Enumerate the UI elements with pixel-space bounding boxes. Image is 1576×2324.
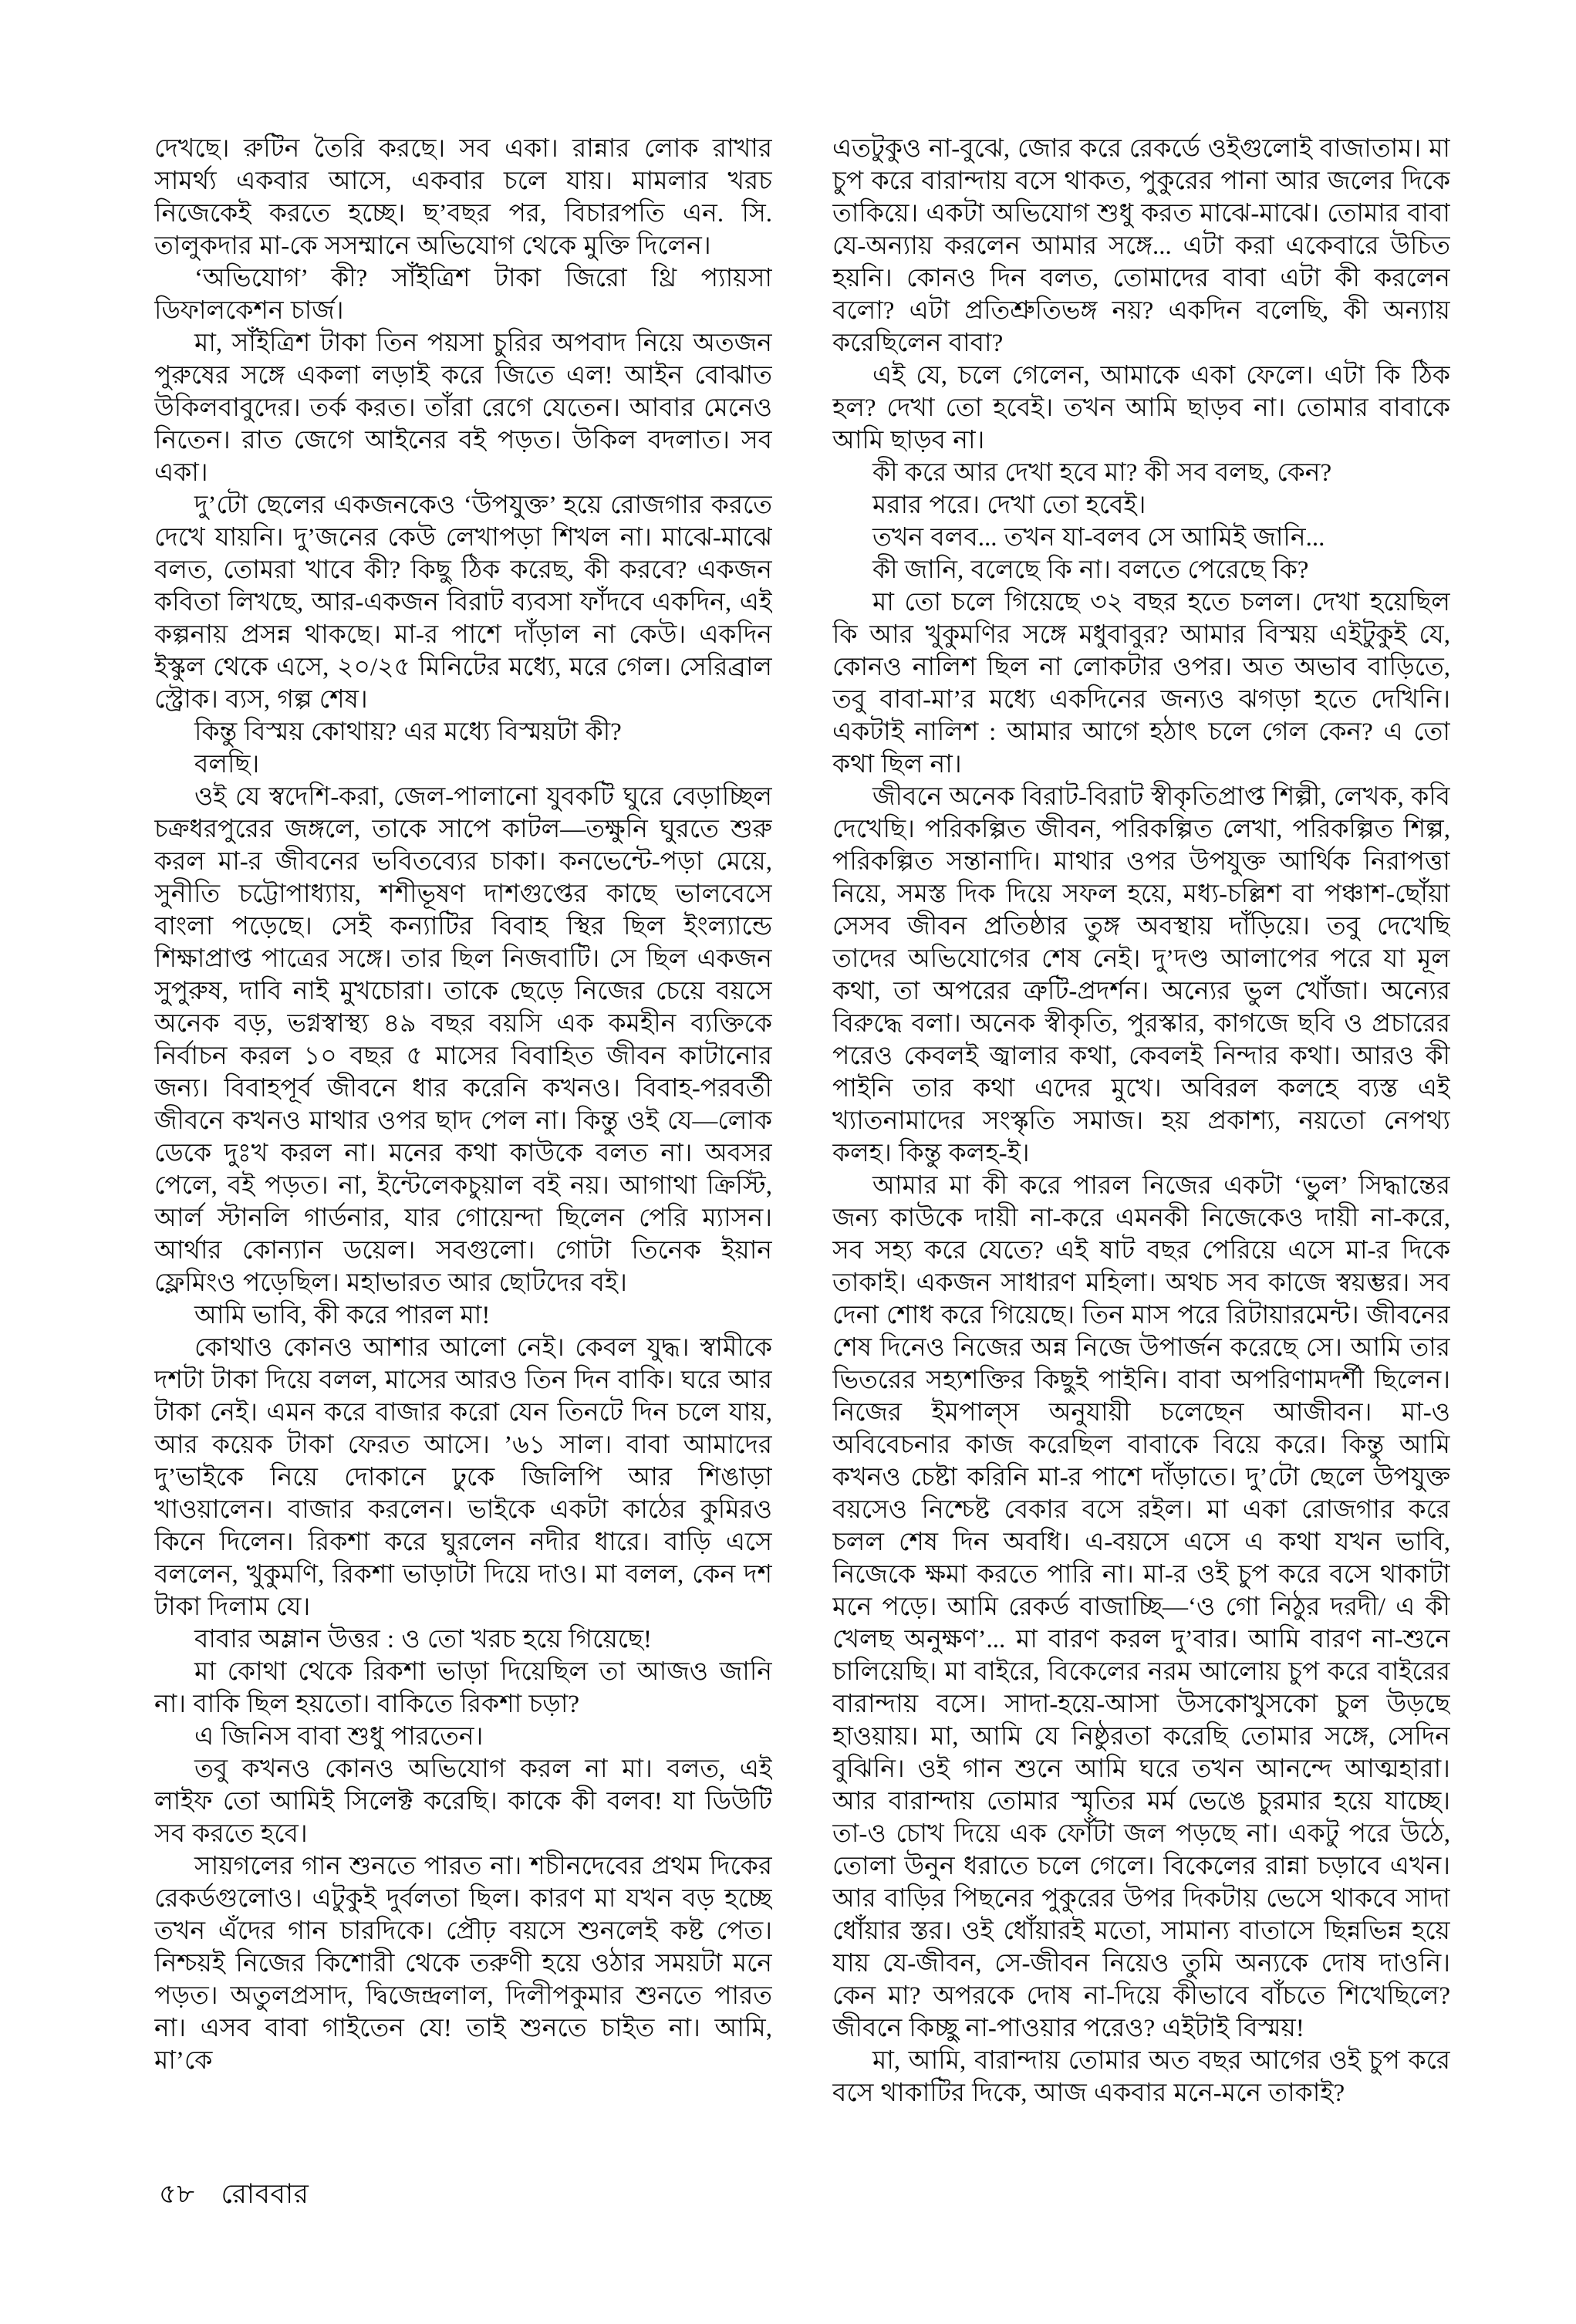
paragraph: দু’টো ছেলের একজনকেও ‘উপযুক্ত’ হয়ে রোজগার করতে দেখে যায়নি। দু’জনের কেউ লেখাপড়া শিখল না। মাঝে-মাঝে বলত, তোমরা খাবে কী? কিছু ঠিক করেছ, কী করবে? একজন কবিতা লিখছে, আর-একজন বিরাট ব্যবসা ফাঁদবে একদিন, এই কল্পনায় প্রসন্ন থাকছে। মা-র পাশে দাঁড়াল না কেউ। একদিন ইস্কুল থেকে এসে, ২০/২৫ মিনিটের মধ্যে, মরে গেল। সেরিব্রাল স্ট্রোক। ব্যস, গল্প শেষ। <box>154 491 772 714</box>
paragraph: এই যে, চলে গেলেন, আমাকে একা ফেলে। এটা কি ঠিক হল? দেখা তো হবেই। তখন আমি ছাড়ব না। তোমার বাবাকে আমি ছাড়ব না। <box>832 362 1450 454</box>
paragraph: তখন বলব... তখন যা-বলব সে আমিই জানি... <box>872 524 1325 552</box>
paragraph: মা তো চলে গিয়েছে ৩২ বছর হতে চলল। দেখা হয়েছিল কি আর খুকুমণির সঙ্গে মধুবাবুর? আমার বিস্ময় এইটুকুই যে, কোনও নালিশ ছিল না লোকটার ওপর। অত অভাব বাড়িতে, তবু বাবা-মা’র মধ্যে একদিনের জন্যও ঝগড়া হতে দেখিনি। একটাই নালিশ : আমার আগে হঠাৎ চলে গেল কেন? এ তো কথা ছিল না। <box>832 589 1450 779</box>
paragraph: বাবার অম্লান উত্তর : ও তো খরচ হয়ে গিয়েছে! <box>194 1626 653 1653</box>
paragraph: মা, সাঁইত্রিশ টাকা তিন পয়সা চুরির অপবাদ নিয়ে অতজন পুরুষের সঙ্গে একলা লড়াই করে জিতে এল! আইন বোঝাত উকিলবাবুদের। তর্ক করত। তাঁরা রেগে যেতেন। আবার মেনেও নিতেন। রাত জেগে আইনের বই পড়ত। উকিল বদলাত। সব একা। <box>154 329 772 487</box>
paragraph: কিন্তু বিস্ময় কোথায়? এর মধ্যে বিস্ময়টা কী? <box>194 718 622 746</box>
paragraph: আমি ভাবি, কী করে পারল মা! <box>194 1302 491 1329</box>
page-footer <box>159 2177 309 2211</box>
paragraph: আমার মা কী করে পারল নিজের একটা ‘ভুল’ সিদ্ধান্তের জন্য কাউকে দায়ী না-করে এমনকী নিজেকেও দায়ী না-করে, সব সহ্য করে যেতে? এই ষাট বছর পেরিয়ে এসে মা-র দিকে তাকাই। একজন সাধারণ মহিলা। অথচ সব কাজে স্বয়ম্ভর। সব দেনা শোধ করে গিয়েছে। তিন মাস পরে রিটায়ারমেন্ট। জীবনের শেষ দিনেও নিজের অন্ন নিজে উপার্জন করেছে সে। আমি তার ভিতরের সহ্যশক্তির কিছুই পাইনি। বাবা অপরিণামদর্শী ছিলেন। নিজের ইমপাল্‌স অনুযায়ী চলেছেন আজীবন। মা-ও অবিবেচনার কাজ করেছিল বাবাকে বিয়ে করে। কিন্তু আমি কখনও চেষ্টা করিনি মা-র পাশে দাঁড়াতে। দু’টো ছেলে উপযুক্ত বয়সেও নিশ্চেষ্ট বেকার বসে রইল। মা একা রোজগার করে চলল শেষ দিন অবধি। এ-বয়সে এসে এ কথা যখন ভাবি, নিজেকে ক্ষমা করতে পারি না। মা-র ওই চুপ করে বসে থাকাটা মনে পড়ে। আমি রেকর্ড বাজাচ্ছি—‘ও গো নিঠুর দরদী/ এ কী খেলছ অনুক্ষণ’... মা বারণ করল দু’বার। আমি বারণ না-শুনে চালিয়েছি। মা বাইরে, বিকেলের নরম আলোয় চুপ করে বাইরের বারান্দায় বসে। সাদা-হয়ে-আসা উসকোখুসকো চুল উড়ছে হাওয়ায়। মা, আমি যে নিষ্ঠুরতা করেছি তোমার সঙ্গে, সেদিন বুঝিনি। ওই গান শুনে আমি ঘরে তখন আনন্দে আত্মহারা। আর বারান্দায় তোমার স্মৃতির মর্ম ভেঙে চুরমার হয়ে যাচ্ছে। তা-ও চোখ দিয়ে এক ফোঁটা জল পড়ছে না। একটু পরে উঠে, তোলা উনুন ধরাতে চলে গেলে। বিকেলের রান্না চড়াবে এখন। আর বাড়ির পিছনের পুকুরের উপর দিকটায় ভেসে থাকবে সাদা ধোঁয়ার স্তর। ওই ধোঁয়ারই মতো, সামান্য বাতাসে ছিন্নভিন্ন হয়ে যায় যে-জীবন, সে-জীবন নিয়েও তুমি অন্যকে দোষ দাওনি। কেন মা? অপরকে দোষ না-দিয়ে কীভাবে বাঁচতে শিখেছিলে? জীবনে কিচ্ছু না-পাওয়ার পরেও? এইটাই বিস্ময়! <box>832 1172 1450 2042</box>
text-column-left <box>154 133 772 2170</box>
paragraph: এতটুকুও না-বুঝে, জোর করে রেকর্ডে ওইগুলোই বাজাতাম। মা চুপ করে বারান্দায় বসে থাকত, পুকুরের পানা আর জলের দিকে তাকিয়ে। একটা অভিযোগ শুধু করত মাঝে-মাঝে। তোমার বাবা যে-অন্যায় করলেন আমার সঙ্গে... এটা করা একেবারে উচিত হয়নি। কোনও দিন বলত, তোমাদের বাবা এটা কী করলেন বলো? এটা প্রতিশ্রুতিভঙ্গ নয়? একদিন বলেছি, কী অন্যায় করেছিলেন বাবা? <box>832 135 1450 357</box>
paragraph: ‘অভিযোগ’ কী? সাঁইত্রিশ টাকা জিরো থ্রি প্যায়সা ডিফালকেশন চার্জ। <box>154 265 772 325</box>
paragraph: কী করে আর দেখা হবে মা? কী সব বলছ, কেন? <box>872 459 1332 487</box>
text-column-right <box>832 133 1450 2170</box>
page-number: ৫৮ <box>159 2179 195 2209</box>
paragraph: বলছি। <box>194 751 260 779</box>
paragraph: জীবনে অনেক বিরাট-বিরাট স্বীকৃতিপ্রাপ্ত শিল্পী, লেখক, কবি দেখেছি। পরিকল্পিত জীবন, পরিকল্পিত লেখা, পরিকল্পিত শিল্প, পরিকল্পিত সন্তানাদি। মাথার ওপর উপযুক্ত আর্থিক নিরাপত্তা নিয়ে, সমস্ত দিক দিয়ে সফল হয়ে, মধ্য-চল্লিশ বা পঞ্চাশ-ছোঁয়া সেসব জীবন প্রতিষ্ঠার তুঙ্গ অবস্থায় দাঁড়িয়ে। তবু দেখেছি তাদের অভিযোগের শেষ নেই। দু’দণ্ড আলাপের পরে যা মূল কথা, তা অপরের ত্রুটি-প্রদর্শন। অন্যের ভুল খোঁজা। অন্যের বিরুদ্ধে বলা। অনেক স্বীকৃতি, পুরস্কার, কাগজে ছবি ও প্রচারের পরেও কেবলই জ্বালার কথা, কেবলই নিন্দার কথা। আরও কী পাইনি তার কথা এদের মুখে। অবিরল কলহে ব্যস্ত এই খ্যাতনামাদের সংস্কৃতি সমাজ। হয় প্রকাশ্য, নয়তো নেপথ্য কলহ। কিন্তু কলহ-ই। <box>832 783 1450 1167</box>
paragraph: দেখছে। রুটিন তৈরি করছে। সব একা। রান্নার লোক রাখার সামর্থ্য একবার আসে, একবার চলে যায়। মামলার খরচ নিজেকেই করতে হচ্ছে। ছ’বছর পর, বিচারপতি এন. সি. তালুকদার মা-কে সসম্মানে অভিযোগ থেকে মুক্তি দিলেন। <box>154 135 772 260</box>
paragraph: কোথাও কোনও আশার আলো নেই। কেবল যুদ্ধ। স্বামীকে দশটা টাকা দিয়ে বলল, মাসের আরও তিন দিন বাকি। ঘরে আর টাকা নেই। এমন করে বাজার করো যেন তিনটে দিন চলে যায়, আর কয়েক টাকা ফেরত আসে। ’৬১ সাল। বাবা আমাদের দু’ভাইকে নিয়ে দোকানে ঢুকে জিলিপি আর শিঙাড়া খাওয়ালেন। বাজার করলেন। ভাইকে একটা কাঠের কুমিরও কিনে দিলেন। রিকশা করে ঘুরলেন নদীর ধারে। বাড়ি এসে বললেন, খুকুমণি, রিকশা ভাড়াটা দিয়ে দাও। মা বলল, কেন দশ টাকা দিলাম যে। <box>154 1334 772 1621</box>
paragraph: মা কোথা থেকে রিকশা ভাড়া দিয়েছিল তা আজও জানি না। বাকি ছিল হয়তো। বাকিতে রিকশা চড়া? <box>154 1658 772 1718</box>
paragraph: ওই যে স্বদেশি-করা, জেল-পালানো যুবকটি ঘুরে বেড়াচ্ছিল চক্রধরপুরের জঙ্গলে, তাকে সাপে কাটল—তক্ষুনি ঘুরতে শুরু করল মা-র জীবনের ভবিতব্যের চাকা। কনভেন্টে-পড়া মেয়ে, সুনীতি চট্টোপাধ্যায়, শশীভূষণ দাশগুপ্তের কাছে ভালবেসে বাংলা পড়েছে। সেই কন্যাটির বিবাহ স্থির ছিল ইংল্যান্ডে শিক্ষাপ্রাপ্ত পাত্রের সঙ্গে। তার ছিল নিজবাটি। সে ছিল একজন সুপুরুষ, দাবি নাই মুখচোরা। তাকে ছেড়ে নিজের চেয়ে বয়সে অনেক বড়, ভগ্নস্বাস্থ্য ৪৯ বছর বয়সি এক কমহীন ব্যক্তিকে নির্বাচন করল ১০ বছর ৫ মাসের বিবাহিত জীবন কাটানোর জন্য। বিবাহপূর্ব জীবনে ধার করেনি কখনও। বিবাহ-পরবর্তী জীবনে কখনও মাথার ওপর ছাদ পেল না। কিন্তু ওই যে—লোক ডেকে দুঃখ করল না। মনের কথা কাউকে বলত না। অবসর পেলে, বই পড়ত। না, ইন্টেলেকচুয়াল বই নয়। আগাথা ক্রিস্টি, আর্ল স্টানলি গার্ডনার, যার গোয়েন্দা ছিলেন পেরি ম্যাসন। আর্থার কোন্যান ডয়েল। সবগুলো। গোটা তিনেক ইয়ান ফ্লেমিংও পড়েছিল। মহাভারত আর ছোটদের বই। <box>154 783 772 1297</box>
paragraph: এ জিনিস বাবা শুধু পারতেন। <box>194 1723 484 1751</box>
article-body <box>154 133 1450 2170</box>
paragraph: মা, আমি, বারান্দায় তোমার অত বছর আগের ওই চুপ করে বসে থাকাটির দিকে, আজ একবার মনে-মনে তাকাই? <box>832 2047 1450 2107</box>
paragraph: তবু কখনও কোনও অভিযোগ করল না মা। বলত, এই লাইফ তো আমিই সিলেক্ট করেছি। কাকে কী বলব! যা ডিউটি সব করতে হবে। <box>154 1755 772 1848</box>
magazine-title: রোববার <box>221 2179 309 2209</box>
paragraph: মরার পরে। দেখা তো হবেই। <box>872 491 1146 519</box>
paragraph: সায়গলের গান শুনতে পারত না। শচীনদেবের প্রথম দিকের রেকর্ডগুলোও। এটুকুই দুর্বলতা ছিল। কারণ মা যখন বড় হচ্ছে তখন এঁদের গান চারদিকে। প্রৌঢ় বয়সে শুনলেই কষ্ট পেত। নিশ্চয়ই নিজের কিশোরী থেকে তরুণী হয়ে ওঠার সময়টা মনে পড়ত। অতুলপ্রসাদ, দ্বিজেন্দ্রলাল, দিলীপকুমার শুনতে পারত না। এসব বাবা গাইতেন যে! তাই শুনতে চাইত না। আমি, মা’কে <box>154 1853 772 2075</box>
paragraph: কী জানি, বলেছে কি না। বলতে পেরেছে কি? <box>872 556 1309 584</box>
